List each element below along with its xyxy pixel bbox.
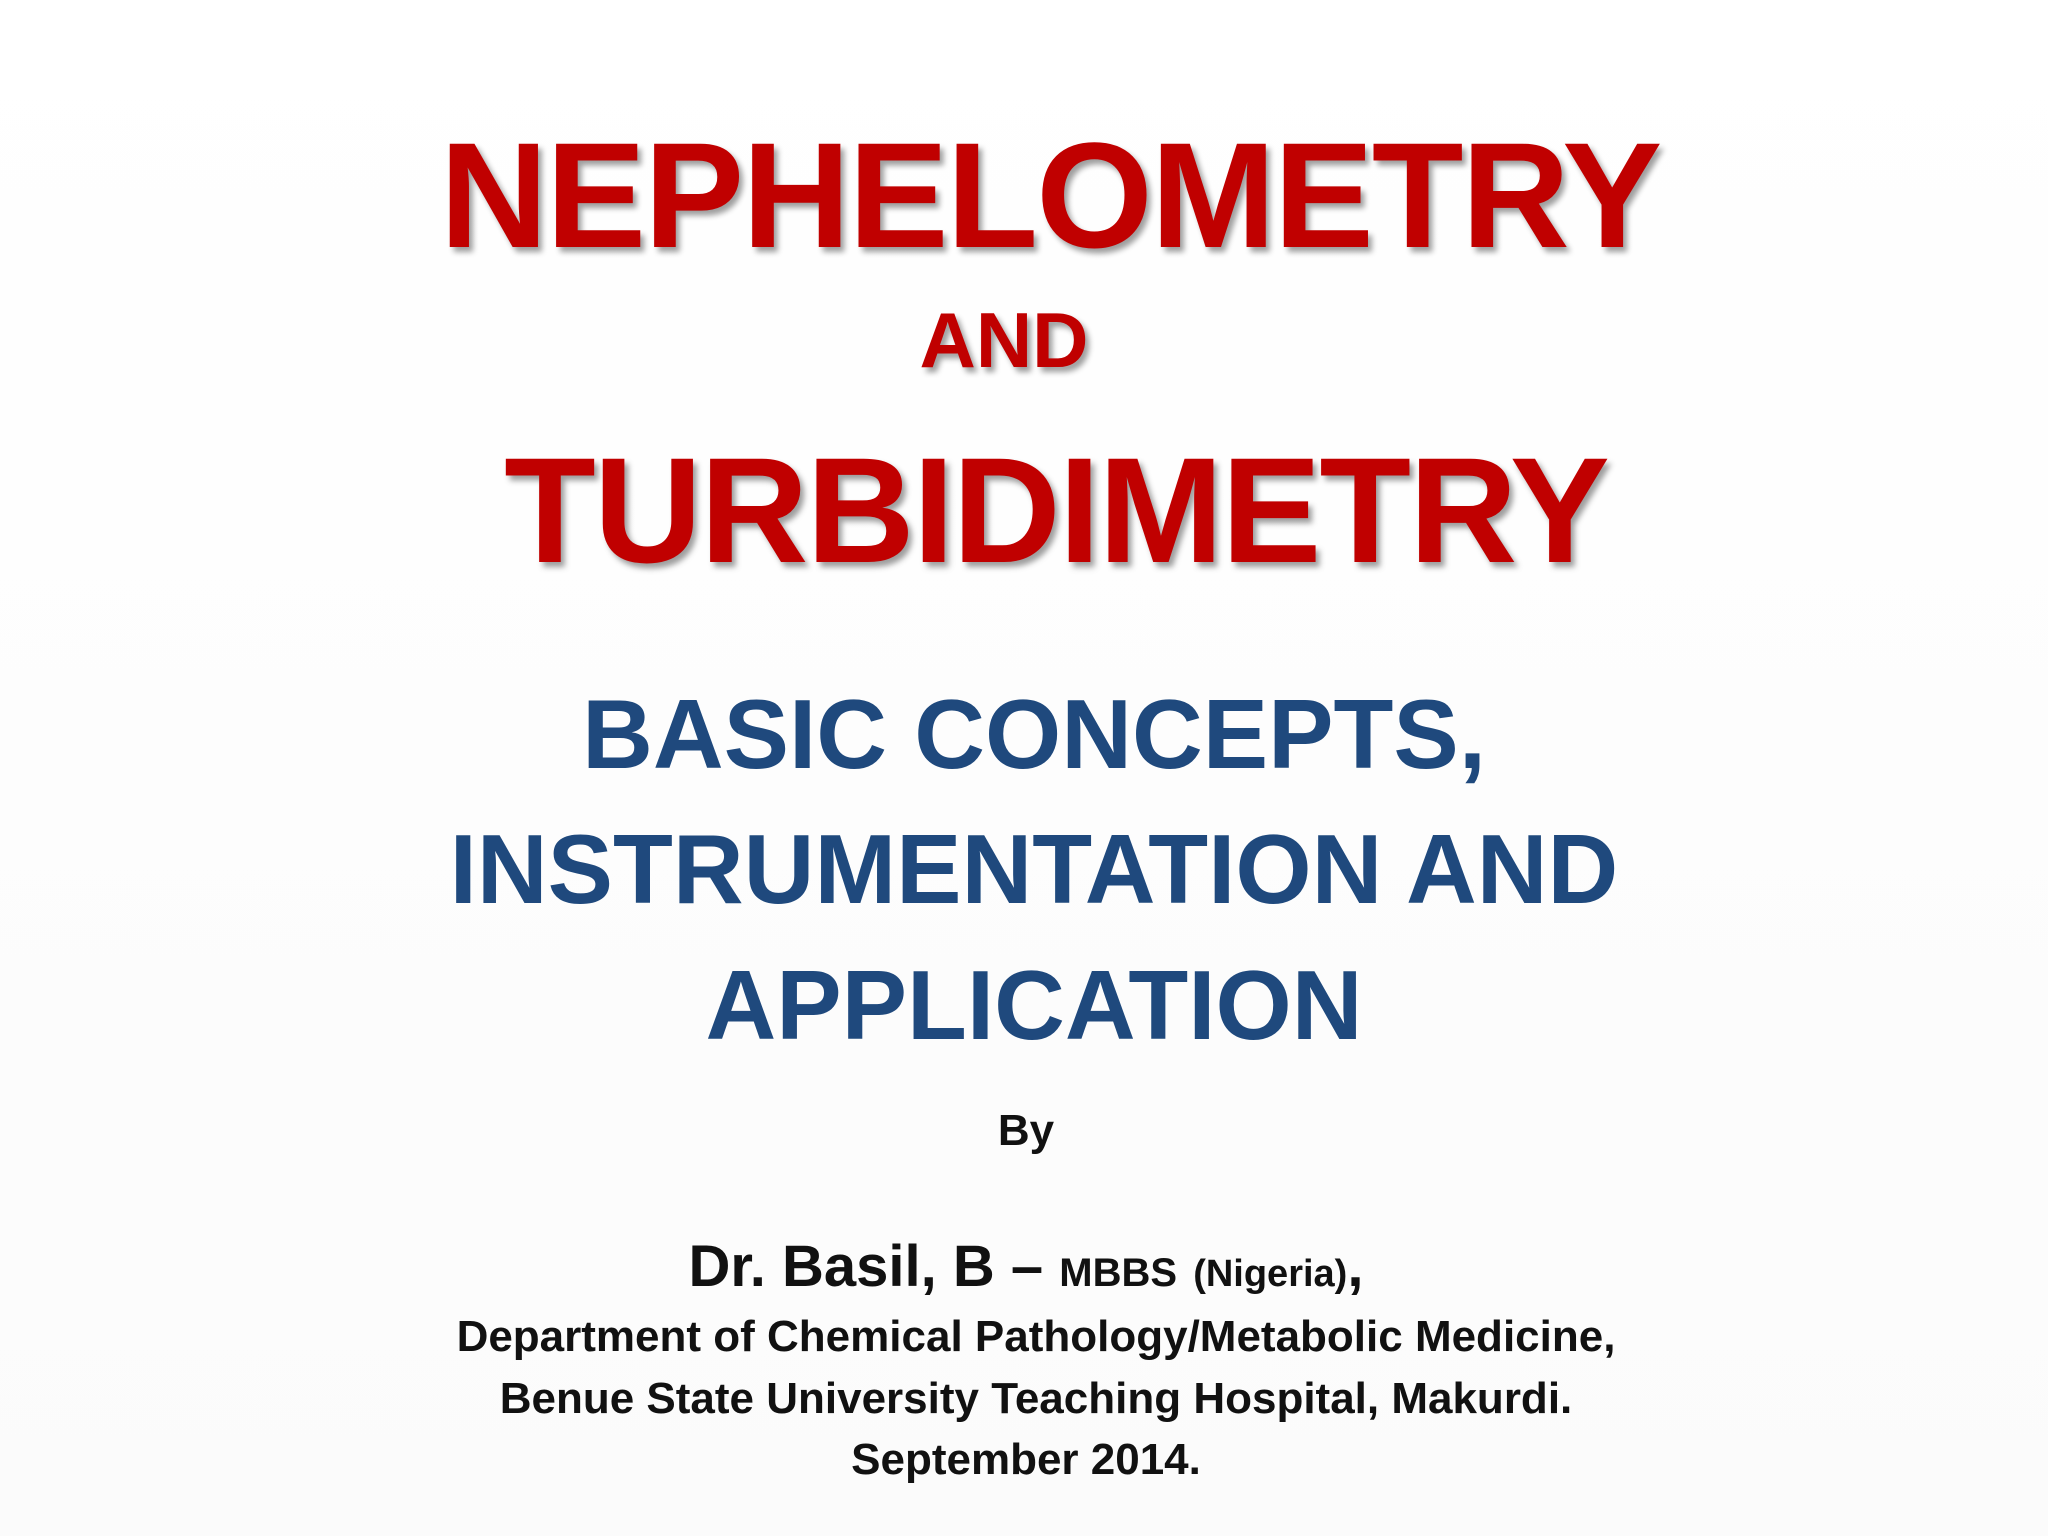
author-country: (Nigeria) [1193,1253,1348,1295]
subtitle-line-2: INSTRUMENTATION AND [449,814,1619,924]
title-and: AND [919,296,1089,384]
author-name: Dr. Basil, B – [688,1234,1044,1299]
date: September 2014. [851,1435,1201,1484]
department: Department of Chemical Pathology/Metabolic Medicine, [456,1312,1616,1361]
author-line [2,1232,2048,1309]
by-label: By [997,1106,1055,1155]
author-degree: MBBS [1059,1251,1178,1295]
subtitle-line-1: BASIC CONCEPTS, [582,679,1486,789]
subtitle-line-3: APPLICATION [705,950,1363,1060]
title-turbidimetry: TURBIDIMETRY [504,426,1608,594]
title-nephelometry: NEPHELOMETRY [439,111,1661,279]
hospital: Benue State University Teaching Hospital, Makurdi. [499,1374,1573,1423]
author-comma: , [1347,1234,1364,1299]
